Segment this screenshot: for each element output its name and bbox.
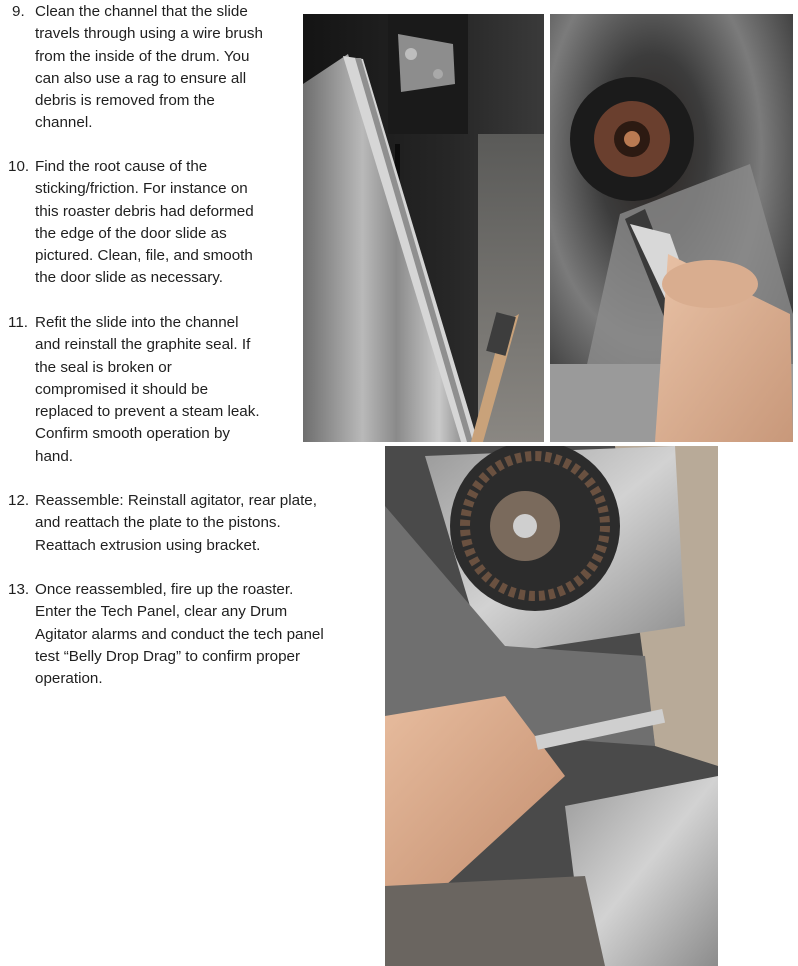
step-12-number: 12. bbox=[8, 492, 30, 509]
step-11-number: 11. bbox=[8, 314, 28, 331]
reassembly-photo bbox=[385, 446, 718, 966]
step-9 bbox=[12, 1, 302, 135]
step-12-text: Reassemble: Reinstall agitator, rear plate, and reattach the plate to the pistons. Reattach extrusion using bracket. bbox=[35, 492, 317, 554]
step-11-text: Refit the slide into the channel and reinstall the graphite seal. If the seal is broken or compromised it should be replaced to prevent a steam leak. Confirm smooth operation by hand. bbox=[35, 314, 260, 465]
step-13 bbox=[8, 579, 378, 690]
step-9-text: Clean the channel that the slide travels through using a wire brush from the inside of the drum. You can also use a rag to ensure all debris is removed from the channel. bbox=[35, 3, 263, 132]
step-13-number: 13. bbox=[8, 581, 30, 598]
door-slide-photo bbox=[303, 14, 544, 442]
wire-brush-photo bbox=[550, 14, 793, 442]
step-11 bbox=[8, 312, 300, 468]
step-13-text: Once reassembled, fire up the roaster. Enter the Tech Panel, clear any Drum Agitator alarms and conduct the tech panel test “Belly Drop Drag” to confirm proper operation. bbox=[35, 581, 324, 688]
step-12 bbox=[8, 490, 378, 557]
step-10-number: 10. bbox=[8, 158, 30, 175]
step-10-text: Find the root cause of the sticking/friction. For instance on this roaster debris had deformed the edge of the door slide as pictured. Clean, file, and smooth the door slide as necessary. bbox=[35, 158, 254, 287]
step-9-number: 9. bbox=[12, 3, 25, 20]
step-10 bbox=[8, 156, 300, 290]
